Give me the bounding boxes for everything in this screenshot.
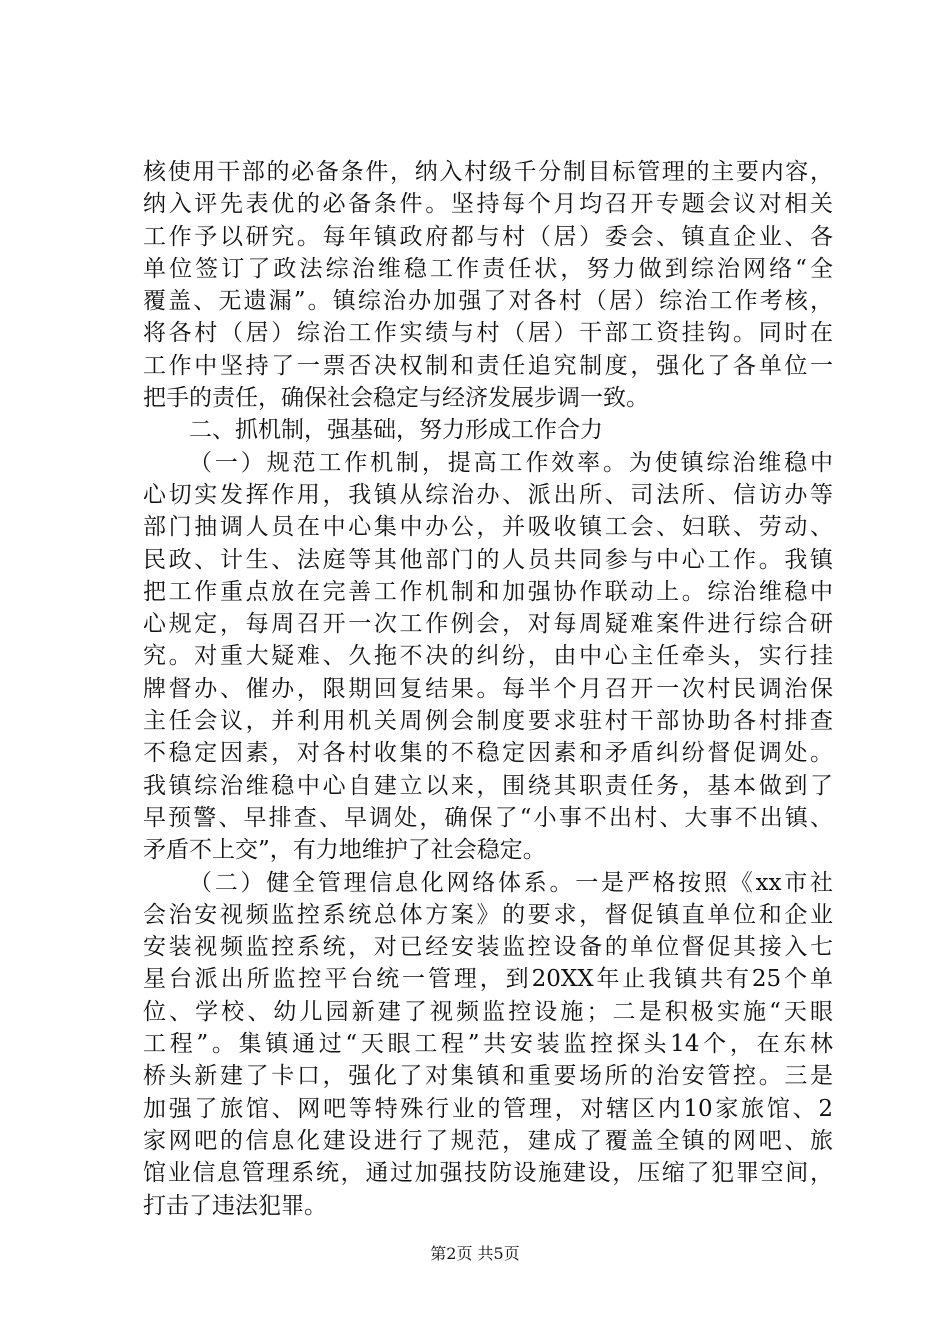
text-line: 单位签订了政法综治维稳工作责任状，努力做到综治网络“全	[143, 255, 833, 282]
text-line: 安装视频监控系统，对已经安装监控设备的单位督促其接入七	[143, 934, 833, 961]
text-line: 早预警、早排查、早调处，确保了“小事不出村、大事不出镇、	[143, 804, 833, 831]
text-line: 矛盾不上交”，有力地维护了社会稳定。	[143, 837, 546, 864]
text-line: 将各村（居）综治工作实绩与村（居）干部工资挂钩。同时在	[143, 320, 833, 347]
text-line: 位、学校、幼儿园新建了视频监控设施；二是积极实施“天眼	[143, 998, 833, 1025]
text-line: 工作中坚持了一票否决权制和责任追究制度，强化了各单位一	[143, 352, 833, 379]
text-line: 加强了旅馆、网吧等特殊行业的管理，对辖区内10家旅馆、2	[143, 1095, 833, 1122]
text-line: 究。对重大疑难、久拖不决的纠纷，由中心主任牵头，实行挂	[143, 643, 833, 670]
page-footer: 第2页 共5页	[430, 1244, 520, 1263]
text-line: 把工作重点放在完善工作机制和加强协作联动上。综治维稳中	[143, 578, 833, 605]
text-line: 部门抽调人员在中心集中办公，并吸收镇工会、妇联、劳动、	[143, 514, 833, 541]
text-line: 工程”。集镇通过“天眼工程”共安装监控探头14个，在东林	[143, 1031, 833, 1058]
text-line: 二、抓机制，强基础，努力形成工作合力	[189, 417, 603, 444]
text-line: 工作予以研究。每年镇政府都与村（居）委会、镇直企业、各	[143, 223, 833, 250]
text-line: 会治安视频监控系统总体方案》的要求，督促镇直单位和企业	[143, 901, 833, 928]
text-line: 桥头新建了卡口，强化了对集镇和重要场所的治安管控。三是	[143, 1063, 833, 1090]
text-line: 纳入评先表优的必备条件。坚持每个月均召开专题会议对相关	[143, 191, 833, 218]
text-line: （一）规范工作机制，提高工作效率。为使镇综治维稳中	[189, 449, 833, 476]
text-line: 打击了违法犯罪。	[143, 1192, 327, 1219]
text-line: 不稳定因素，对各村收集的不稳定因素和矛盾纠纷督促调处。	[143, 740, 833, 767]
text-line: （二）健全管理信息化网络体系。一是严格按照《xx市社	[189, 869, 833, 896]
text-line: 覆盖、无遗漏”。镇综治办加强了对各村（居）综治工作考核，	[143, 288, 833, 315]
text-line: 主任会议，并利用机关周例会制度要求驻村干部协助各村排查	[143, 708, 833, 735]
text-line: 民政、计生、法庭等其他部门的人员共同参与中心工作。我镇	[143, 546, 833, 573]
text-line: 我镇综治维稳中心自建立以来，围绕其职责任务，基本做到了	[143, 772, 833, 799]
text-line: 核使用干部的必备条件，纳入村级千分制目标管理的主要内容，	[143, 159, 833, 185]
text-line: 牌督办、催办，限期回复结果。每半个月召开一次村民调治保	[143, 675, 833, 702]
text-line: 心规定，每周召开一次工作例会，对每周疑难案件进行综合研	[143, 611, 833, 638]
document-body	[143, 156, 833, 1222]
text-line: 家网吧的信息化建设进行了规范，建成了覆盖全镇的网吧、旅	[143, 1127, 833, 1154]
text-line: 馆业信息管理系统，通过加强技防设施建设，压缩了犯罪空间，	[143, 1160, 833, 1187]
text-line: 把手的责任，确保社会稳定与经济发展步调一致。	[143, 385, 649, 412]
text-line: 心切实发挥作用，我镇从综治办、派出所、司法所、信访办等	[143, 481, 833, 508]
text-line: 星台派出所监控平台统一管理，到20XX年止我镇共有25个单	[143, 966, 833, 993]
